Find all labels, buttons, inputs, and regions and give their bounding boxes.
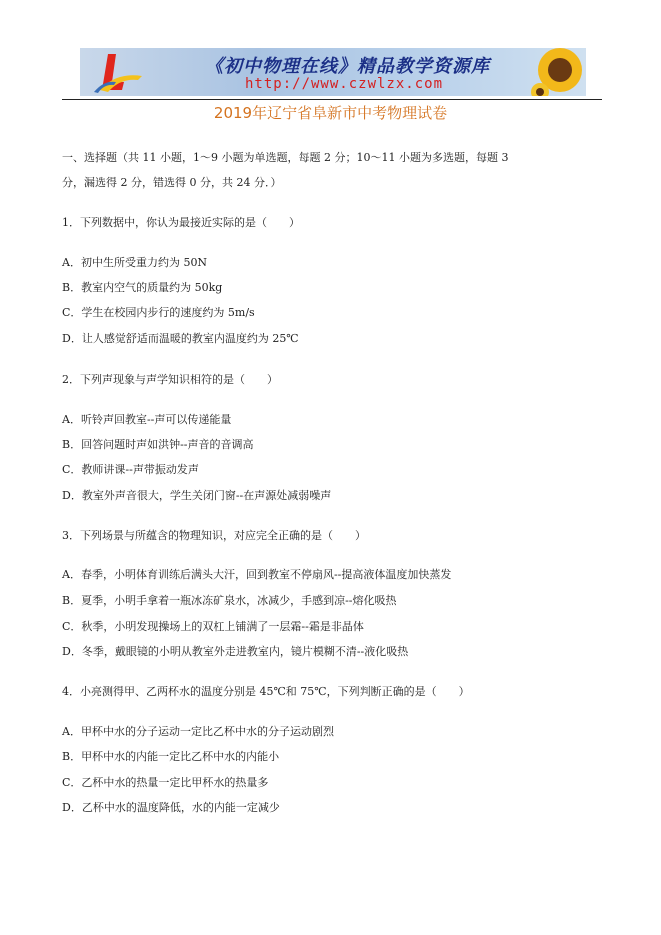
question-1-option-b: B．教室内空气的质量约为 50kg bbox=[62, 281, 223, 294]
section-heading-line-2: 分，漏选得 2 分，错选得 0 分，共 24 分．） bbox=[62, 176, 282, 189]
page-title: 2019年辽宁省阜新市中考物理试卷 bbox=[213, 104, 448, 122]
header-divider bbox=[62, 99, 602, 100]
question-4-option-b: B．甲杯中水的内能一定比乙杯中水的内能小 bbox=[62, 750, 280, 763]
question-3-option-d: D．冬季，戴眼镜的小明从教室外走进教室内，镜片模糊不清--液化吸热 bbox=[62, 645, 409, 658]
question-4-option-c: C．乙杯中水的热量一定比甲杯水的热量多 bbox=[62, 776, 269, 789]
question-1-option-d: D．让人感觉舒适而温暖的教室内温度约为 25℃ bbox=[62, 332, 299, 345]
question-2-option-d: D．教室外声音很大，学生关闭门窗--在声源处减弱噪声 bbox=[62, 489, 332, 502]
question-3-stem: 3．下列场景与所蕴含的物理知识，对应完全正确的是（ ） bbox=[62, 529, 366, 542]
banner-title: 《初中物理在线》精品教学资源库 bbox=[205, 56, 490, 77]
section-heading-line-1: 一、选择题（共 11 小题，1～9 小题为单选题，每题 2 分；10～11 小题为多选题，每题 3 bbox=[62, 151, 509, 164]
question-4-option-a: A．甲杯中水的分子运动一定比乙杯中水的分子运动剧烈 bbox=[62, 725, 334, 738]
question-1-option-a: A．初中生所受重力约为 50N bbox=[62, 256, 208, 269]
site-logo-icon bbox=[86, 50, 146, 94]
question-3-option-c: C．秋季，小明发现操场上的双杠上铺满了一层霜--霜是非晶体 bbox=[62, 620, 364, 633]
header-banner bbox=[80, 48, 586, 96]
question-4-stem: 4．小亮测得甲、乙两杯水的温度分别是 45℃和 75℃，下列判断正确的是（ ） bbox=[62, 685, 470, 698]
question-2-stem: 2．下列声现象与声学知识相符的是（ ） bbox=[62, 373, 278, 386]
question-2-option-b: B．回答问题时声如洪钟--声音的音调高 bbox=[62, 438, 254, 451]
question-4-option-d: D．乙杯中水的温度降低，水的内能一定减少 bbox=[62, 801, 280, 814]
question-3-option-b: B．夏季，小明手拿着一瓶冰冻矿泉水，冰减少，手感到凉--熔化吸热 bbox=[62, 594, 397, 607]
banner-url: http://www.czwlzx.com bbox=[245, 76, 444, 92]
question-2-option-a: A．听铃声回教室--声可以传递能量 bbox=[62, 413, 232, 426]
question-2-option-c: C．教师讲课--声带振动发声 bbox=[62, 463, 199, 476]
sunflower-icon bbox=[530, 48, 586, 96]
question-1-stem: 1．下列数据中，你认为最接近实际的是（ ） bbox=[62, 216, 300, 229]
question-1-option-c: C．学生在校园内步行的速度约为 5m/s bbox=[62, 306, 255, 319]
question-3-option-a: A．春季，小明体育训练后满头大汗，回到教室不停扇风--提高液体温度加快蒸发 bbox=[62, 568, 452, 581]
